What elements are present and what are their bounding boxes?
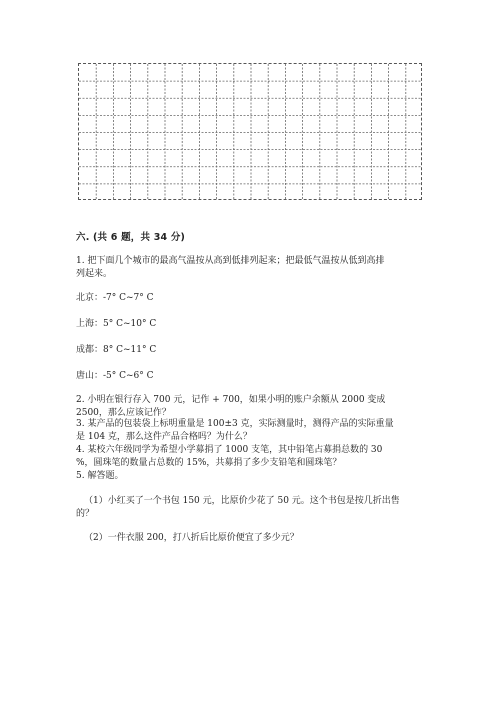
section-title: 六. (共 6 题，共 34 分) (76, 232, 186, 243)
city-shanghai: 上海：5° C~10° C (76, 319, 157, 329)
question-3-line-1: 3. 某产品的包装袋上标明重量是 100±3 克，实际测量时，测得产品的实际重量 (76, 419, 394, 429)
city-chengdu: 成都：8° C~11° C (76, 345, 157, 355)
question-2-line-2: 2500，那么应该记作？ (76, 408, 171, 418)
question-3-line-2: 是 104 克，那么这件产品合格吗？为什么？ (76, 432, 252, 442)
question-2-line-1: 2. 小明在银行存入 700 元，记作 + 700，如果小明的账户余额从 2000 变成 (76, 395, 386, 405)
question-1-line-1: 1. 把下面几个城市的最高气温按从高到低排列起来；把最低气温按从低到高排 (76, 256, 385, 266)
question-4-line-1: 4. 某校六年级同学为希望小学募捐了 1000 支笔，其中铅笔占募捐总数的 30 (76, 445, 383, 455)
city-tangshan: 唐山：-5° C~6° C (76, 371, 154, 381)
question-4-line-2: %，圆珠笔的数量占总数的 15%，共募捐了多少支铅笔和圆珠笔？ (76, 458, 342, 468)
grid-lines (79, 64, 422, 200)
writing-grid (78, 63, 422, 200)
question-5-sub-2: （2）一件衣服 200，打八折后比原价便宜了多少元？ (84, 533, 299, 543)
city-beijing: 北京：-7° C~7° C (76, 293, 154, 303)
question-1-line-2: 列起来。 (76, 269, 113, 279)
question-5-title: 5. 解答题。 (76, 471, 124, 481)
question-5-sub-1-line-1: （1）小红买了一个书包 150 元，比原价少花了 50 元。这个书包是按几折出售 (84, 496, 400, 506)
question-5-sub-1-line-2: 的？ (76, 509, 95, 519)
